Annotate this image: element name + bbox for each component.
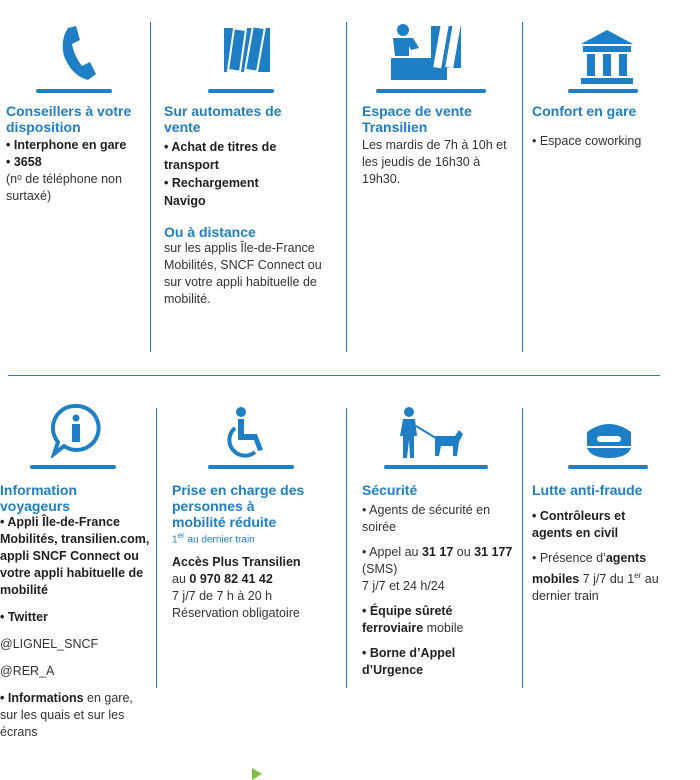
distance-title: Ou à distance: [164, 224, 256, 240]
ticket-machine-icon: [154, 18, 342, 86]
wheelchair-icon: [152, 402, 344, 460]
confort-item: • Espace coworking: [532, 134, 642, 148]
distance-text: sur les applis Île-de-France Mobilités, SNCF Connect ou sur votre appli habituelle de mobilité.: [164, 241, 322, 306]
conseillers-item: • 3658: [6, 155, 42, 169]
securite-team-bold: • Équipe sûreté ferroviaire: [362, 604, 453, 635]
twitter-handle[interactable]: @LIGNEL_SNCF: [0, 637, 99, 651]
pmr-phone: [172, 571, 344, 588]
pmr-subtitle-post: au dernier train: [184, 534, 255, 546]
automates-item: • Rechargement Navigo: [164, 176, 259, 208]
section-divider: [8, 375, 660, 376]
pmr-subtitle-sup: er: [177, 531, 185, 540]
icon-underline: [30, 465, 116, 469]
confort-title: Confort en gare: [532, 103, 637, 119]
securite-hours: 7 j/7 et 24 h/24: [362, 579, 445, 593]
pmr-title: Prise en charge des personnes à mobilité réduite: [172, 482, 305, 530]
pmr-subtitle-pre: 1: [172, 534, 178, 546]
column-divider: [150, 22, 151, 352]
securite-call-pre: • Appel au: [362, 545, 422, 559]
icon-underline: [384, 465, 488, 469]
inspector-cap-icon: [522, 402, 696, 460]
information-item: • Twitter: [0, 610, 48, 624]
espace-vente-text: Les mardis de 7h à 10h et les jeudis de 16h30 à 19h30.: [362, 138, 507, 186]
pmr-hours: 7 j/7 de 7 h à 20 h: [172, 589, 273, 604]
securite-call-post: (SMS): [362, 562, 398, 576]
securite-title: Sécurité: [362, 482, 418, 498]
pmr-phone-pre: au: [172, 572, 190, 587]
guard-dog-icon: [342, 402, 518, 460]
icon-underline: [36, 89, 112, 93]
securite-call-mid: ou: [453, 545, 475, 559]
pmr-service-name: Accès Plus Transilien: [172, 555, 301, 570]
icon-underline: [376, 89, 486, 93]
pmr-subtitle: [172, 530, 344, 546]
conseillers-note: (nᵒ de téléphone non surtaxé): [6, 172, 122, 203]
phone-icon: [6, 18, 146, 86]
securite-item: [362, 544, 518, 578]
pmr-phone-number[interactable]: 0 970 82 41 42: [189, 572, 273, 587]
icon-underline: [208, 89, 274, 93]
securite-item: • Agents de sécurité en soirée: [362, 503, 491, 534]
conseillers-item: • Interphone en gare: [6, 138, 127, 152]
icon-underline: [568, 89, 638, 93]
information-title: Information voyageurs: [0, 482, 77, 514]
fraude-agents-mobiles: agents mobiles: [532, 551, 647, 587]
automates-title: Sur automates de vente: [164, 103, 282, 135]
automates-item: • Achat de titres de transport: [164, 140, 277, 172]
fraude-presence-pre: • Présence d’: [532, 551, 606, 565]
icon-underline: [568, 465, 648, 469]
info-bubble-icon: [0, 402, 152, 458]
fraude-item: [532, 550, 696, 605]
decorative-arrow: [252, 768, 262, 780]
information-item: • Appli Île-de-France Mobilités, transilien.com, appli SNCF Connect ou votre appli habituelle de mobilité: [0, 515, 150, 597]
ticket-counter-icon: [342, 18, 518, 86]
securite-item: • Borne d’Appel d’Urgence: [362, 646, 456, 677]
espace-vente-title: Espace de vente Transilien: [362, 103, 472, 135]
information-item: [0, 690, 150, 741]
fraude-presence-post: au dernier train: [532, 572, 659, 604]
fraude-item: • Contrôleurs et agents en civil: [532, 509, 626, 540]
fraude-presence-mid: 7 j/7 du 1: [579, 572, 635, 587]
pmr-reservation: Réservation obligatoire: [172, 606, 300, 621]
conseillers-title: Conseillers à votre disposition: [6, 103, 132, 135]
icon-underline: [208, 465, 294, 469]
securite-sms-number[interactable]: 31 177: [474, 545, 513, 559]
securite-team-rest: mobile: [423, 621, 464, 635]
securite-call-number[interactable]: 31 17: [421, 545, 454, 559]
securite-item: [362, 603, 512, 637]
information-rest: en gare, sur les quais et sur les écrans: [0, 691, 133, 739]
fraude-presence-sup: er: [634, 571, 642, 580]
information-bold: • Informations: [0, 691, 84, 705]
twitter-handle[interactable]: @RER_A: [0, 664, 55, 678]
fraude-title: Lutte anti-fraude: [532, 482, 643, 498]
building-icon: [522, 18, 692, 86]
